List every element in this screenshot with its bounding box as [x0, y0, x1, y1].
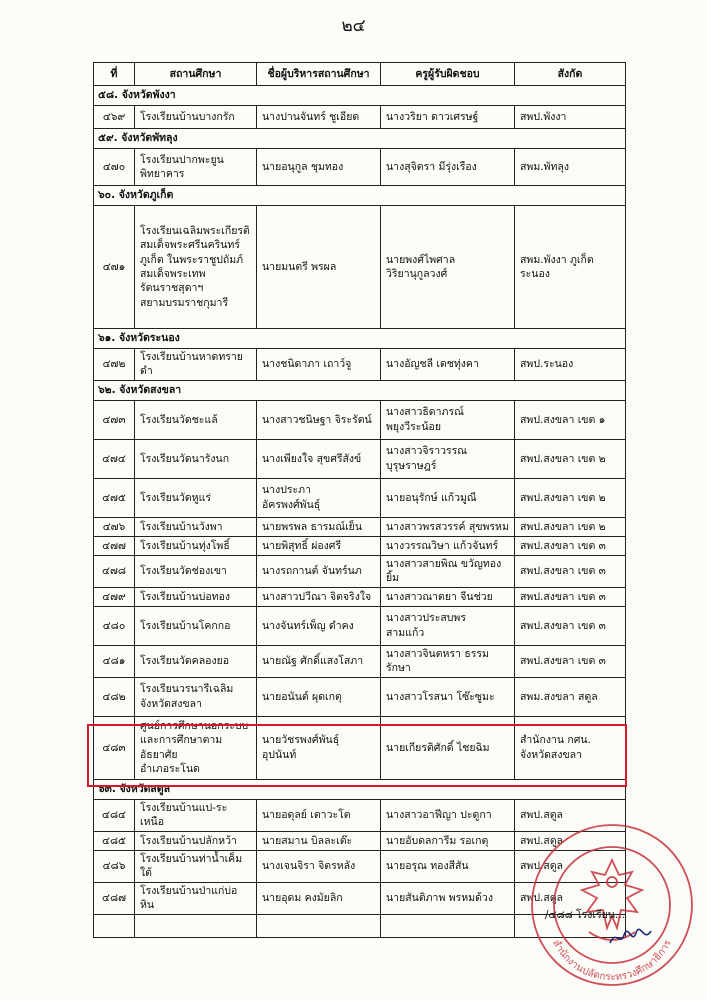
province-heading: ๖๓. จังหวัดสตูล	[94, 779, 626, 799]
cell-director: นายสมาน บิลละเต๊ะ	[257, 831, 381, 850]
cell-no: ๔๘๖	[94, 850, 135, 882]
cell-teacher: นางวรรณวิษา แก้วจันทร์	[381, 536, 515, 555]
cell-no: ๔๘๔	[94, 799, 135, 831]
cell-affiliation: สพป.สตูล	[515, 850, 626, 882]
cell-teacher: นายอรุณ ทองสีสัน	[381, 850, 515, 882]
cell-teacher: นางสาวโรสนา โซ๊ะซูมะ	[381, 677, 515, 716]
cell-teacher: นางสาวธิดาภรณ์ พยุงวีระน้อย	[381, 400, 515, 439]
cell-teacher: นายเกียรติศักดิ์ ไชยฉิม	[381, 716, 515, 779]
cell-affiliation: สพป.สงขลา เขต ๓	[515, 587, 626, 606]
cell-teacher: นายพงศ์ไพศาล วิริยานุกูลวงศ์	[381, 206, 515, 329]
province-row	[94, 129, 626, 149]
cell-director: นางปานจันทร์ ชูเอียด	[257, 106, 381, 129]
cell-teacher: นางอัญชลี เดชทุ่งคา	[381, 349, 515, 381]
cell-affiliation: สพป.สงขลา เขต ๒	[515, 478, 626, 517]
cell-school: โรงเรียนบ้านบางกรัก	[135, 106, 257, 129]
table-header-row	[94, 63, 626, 86]
cell-affiliation: สำนักงาน กศน. จังหวัดสงขลา	[515, 716, 626, 779]
cell-school: ศูนย์การศึกษานอกระบบ และการศึกษาตามอัธยาศัย อำเภอระโนด	[135, 716, 257, 779]
cell-director: นายพิสุทธิ์ ผ่องศรี	[257, 536, 381, 555]
cell-director: นายวัชรพงศ์พันธุ์ อุปนันท์	[257, 716, 381, 779]
province-heading: ๖๐. จังหวัดภูเก็ต	[94, 186, 626, 206]
cell-school: โรงเรียนวัดคลองยอ	[135, 645, 257, 677]
empty-cell	[257, 914, 381, 937]
table-row	[94, 478, 626, 517]
cell-affiliation: สพป.สงขลา เขต ๑	[515, 400, 626, 439]
province-row	[94, 380, 626, 400]
cell-school: โรงเรียนบ้านโคกกอ	[135, 606, 257, 645]
cell-school: โรงเรียนบ้านปลักหว้า	[135, 831, 257, 850]
table-row	[94, 517, 626, 536]
cell-school: โรงเรียนบ้านแป-ระเหนือ	[135, 799, 257, 831]
cell-no: ๔๘๕	[94, 831, 135, 850]
table-row	[94, 439, 626, 478]
footer-text: /๔๘๘ โรงเรียน...	[545, 909, 626, 921]
header-no: ที่	[94, 63, 135, 86]
province-heading: ๕๙. จังหวัดพัทลุง	[94, 129, 626, 149]
cell-no: ๔๘๒	[94, 677, 135, 716]
cell-school: โรงเรียนวัดช่องเขา	[135, 555, 257, 587]
table-row	[94, 149, 626, 186]
cell-director: นายอนันต์ ผุดเกตุ	[257, 677, 381, 716]
cell-director: นางสาวชนิษฐา จิระรัตน์	[257, 400, 381, 439]
empty-cell	[94, 914, 135, 937]
table-row	[94, 606, 626, 645]
cell-school: โรงเรียนปากพะยูน พิทยาคาร	[135, 149, 257, 186]
stamp-text: สำนักงานปลัดกระทรวงศึกษาธิการ	[550, 938, 674, 984]
cell-affiliation: สพป.สตูล	[515, 799, 626, 831]
cell-teacher: นายสันติภาพ พรหมด้วง	[381, 882, 515, 914]
cell-no: ๔๘๗	[94, 882, 135, 914]
cell-no: ๔๗๙	[94, 587, 135, 606]
cell-teacher: นางสาวจินตหรา ธรรมรักษา	[381, 645, 515, 677]
cell-affiliation: สพป.สงขลา เขต ๓	[515, 555, 626, 587]
highlight-box	[87, 724, 627, 787]
cell-affiliation: สพป.สงขลา เขต ๒	[515, 517, 626, 536]
cell-school: โรงเรียนวัดหูแร่	[135, 478, 257, 517]
cell-affiliation: สพป.สงขลา เขต ๓	[515, 536, 626, 555]
header-affiliation: สังกัด	[515, 63, 626, 86]
cell-affiliation: สพม.พังงา ภูเก็ต ระนอง	[515, 206, 626, 329]
table-body	[94, 86, 626, 938]
cell-affiliation: สพป.สตูล	[515, 831, 626, 850]
page-number: ๒๔	[341, 16, 366, 36]
cell-director: นางประภา อัครพงศ์พันธุ์	[257, 478, 381, 517]
cell-school: โรงเรียนบ้านหาดทรายดำ	[135, 349, 257, 381]
cell-school: โรงเรียนบ้านทุ่งโพธิ์	[135, 536, 257, 555]
cell-director: นายอุดม คงมัยลิก	[257, 882, 381, 914]
header-director: ชื่อผู้บริหารสถานศึกษา	[257, 63, 381, 86]
cell-director: นายอนุกูล ชุมทอง	[257, 149, 381, 186]
province-row	[94, 186, 626, 206]
cell-no: ๔๘๑	[94, 645, 135, 677]
cell-affiliation: สพป.สงขลา เขต ๒	[515, 439, 626, 478]
cell-no: ๔๗๑	[94, 206, 135, 329]
table-row	[94, 400, 626, 439]
header-school: สถานศึกษา	[135, 63, 257, 86]
cell-director: นายพรพล ธารมณ์เย็น	[257, 517, 381, 536]
cell-school: โรงเรียนวัดชะแล้	[135, 400, 257, 439]
cell-affiliation: สพป.สงขลา เขต ๓	[515, 645, 626, 677]
cell-teacher: นางสาวสายพิณ ขวัญทองยิ้ม	[381, 555, 515, 587]
cell-no: ๔๗๗	[94, 536, 135, 555]
province-heading: ๕๘. จังหวัดพังงา	[94, 86, 626, 106]
cell-no: ๔๗๒	[94, 349, 135, 381]
cell-affiliation: สพป.ระนอง	[515, 349, 626, 381]
cell-no: ๔๘๓	[94, 716, 135, 779]
cell-no: ๔๖๙	[94, 106, 135, 129]
cell-school: โรงเรียนบ้านบ่อทอง	[135, 587, 257, 606]
table-row	[94, 677, 626, 716]
cell-no: ๔๗๘	[94, 555, 135, 587]
table-row	[94, 587, 626, 606]
cell-school: โรงเรียนบ้านท่าน้ำเค็มใต้	[135, 850, 257, 882]
cell-teacher: นางสุจิตรา มีรุ่งเรือง	[381, 149, 515, 186]
province-row	[94, 329, 626, 349]
cell-no: ๔๗๓	[94, 400, 135, 439]
cell-teacher: นางสาวประสบพร สามแก้ว	[381, 606, 515, 645]
cell-school: โรงเรียนบ้านวังพา	[135, 517, 257, 536]
table-row	[94, 349, 626, 381]
cell-director: นางเจนจิรา จิตรหลัง	[257, 850, 381, 882]
cell-school: โรงเรียนเฉลิมพระเกียรติ สมเด็จพระศรีนครินทร์ ภูเก็ต ในพระราชูปถัมภ์ สมเด็จพระเทพ รัตนราชสุดาฯ สยามบรมราชกุมารี	[135, 206, 257, 329]
cell-affiliation: สพม.พัทลุง	[515, 149, 626, 186]
cell-school: โรงเรียนบ้านป่าแก่บ่อหิน	[135, 882, 257, 914]
cell-director: นายมนตรี พรผล	[257, 206, 381, 329]
cell-no: ๔๗๕	[94, 478, 135, 517]
cell-affiliation: สพป.สตูล	[515, 882, 626, 914]
table-row	[94, 645, 626, 677]
header-teacher: ครูผู้รับผิดชอบ	[381, 63, 515, 86]
table-row	[94, 106, 626, 129]
cell-director: นายณัฐ ศักดิ์แสงโสภา	[257, 645, 381, 677]
cell-teacher: นายอับดลการีม รอเกตุ	[381, 831, 515, 850]
empty-cell	[135, 914, 257, 937]
cell-affiliation: สพม.สงขลา สตูล	[515, 677, 626, 716]
signature	[608, 925, 653, 950]
table-row	[94, 536, 626, 555]
cell-teacher: นางสาวพรสวรรค์ สุขพรหม	[381, 517, 515, 536]
cell-teacher: นางวริยา ดาวเศรษฐ์	[381, 106, 515, 129]
cell-director: นางเพียงใจ สุขศรีสังข์	[257, 439, 381, 478]
school-list-table	[93, 62, 626, 938]
province-heading: ๖๒. จังหวัดสงขลา	[94, 380, 626, 400]
cell-teacher: นางสาวอาฟีญา ปะดูกา	[381, 799, 515, 831]
cell-director: นางรถกานต์ จันทร์นภ	[257, 555, 381, 587]
empty-cell	[381, 914, 515, 937]
garuda-seal-stamp	[527, 820, 697, 990]
cell-no: ๔๗๖	[94, 517, 135, 536]
cell-director: นางชนิดาภา เถาว์จู	[257, 349, 381, 381]
cell-teacher: นายอนุรักษ์ แก้วมูณี	[381, 478, 515, 517]
cell-school: โรงเรียนวรนารีเฉลิม จังหวัดสงขลา	[135, 677, 257, 716]
cell-no: ๔๗๐	[94, 149, 135, 186]
cell-teacher: นางสาวจิราวรรณ บุรุษราษฎร์	[381, 439, 515, 478]
cell-no: ๔๗๔	[94, 439, 135, 478]
cell-director: นางจันทร์เพ็ญ ดำคง	[257, 606, 381, 645]
cell-affiliation: สพป.สงขลา เขต ๓	[515, 606, 626, 645]
province-heading: ๖๑. จังหวัดระนอง	[94, 329, 626, 349]
table-row	[94, 206, 626, 329]
cell-director: นางสาวปวีณา จิตจริงใจ	[257, 587, 381, 606]
province-row	[94, 86, 626, 106]
cell-affiliation: สพป.พังงา	[515, 106, 626, 129]
cell-director: นายอดุลย์ เตาวะโต	[257, 799, 381, 831]
cell-teacher: นางสาวณาตยา จีนช่วย	[381, 587, 515, 606]
table-row	[94, 555, 626, 587]
cell-no: ๔๘๐	[94, 606, 135, 645]
cell-school: โรงเรียนวัดนารังนก	[135, 439, 257, 478]
